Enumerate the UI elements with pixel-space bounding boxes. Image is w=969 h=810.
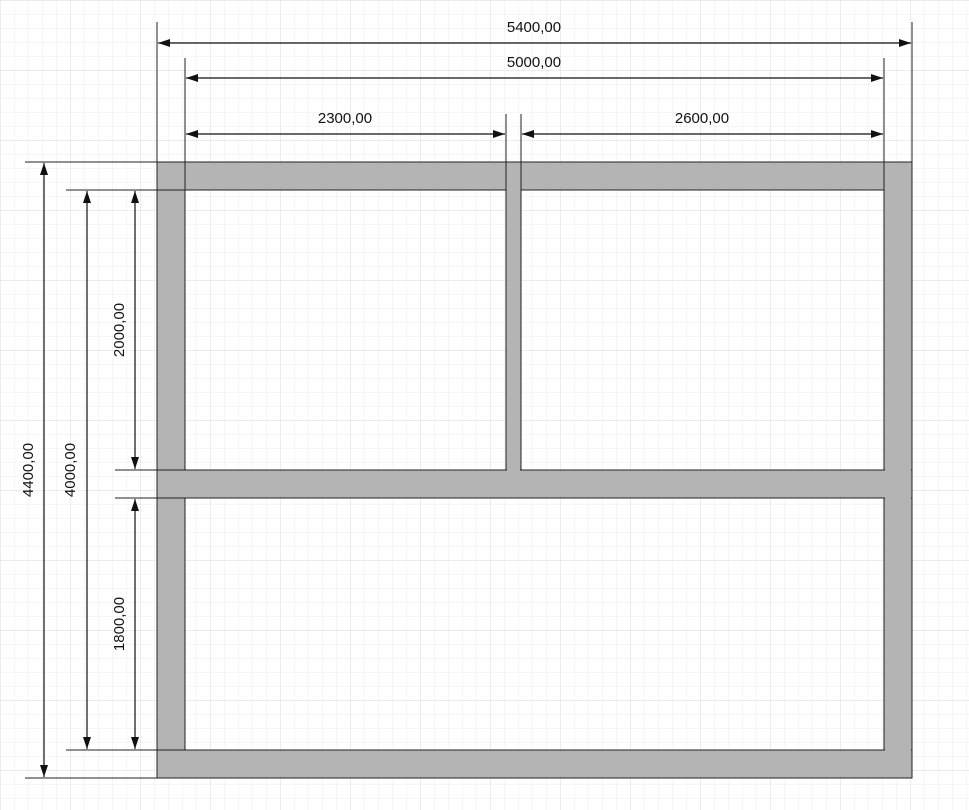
dimension-inner-height-label: 4000,00	[62, 442, 79, 498]
dimension-inner-width-label: 5000,00	[506, 54, 562, 71]
dimension-top-rooms-height-label: 2000,00	[111, 302, 128, 358]
dimension-room-left-width-label: 2300,00	[317, 110, 373, 127]
dimension-room-right-width-label: 2600,00	[674, 110, 730, 127]
dimension-overall-height-label: 4400,00	[20, 442, 37, 498]
dimension-overall-width-label: 5400,00	[506, 19, 562, 36]
dimension-bottom-room-height-label: 1800,00	[111, 596, 128, 652]
